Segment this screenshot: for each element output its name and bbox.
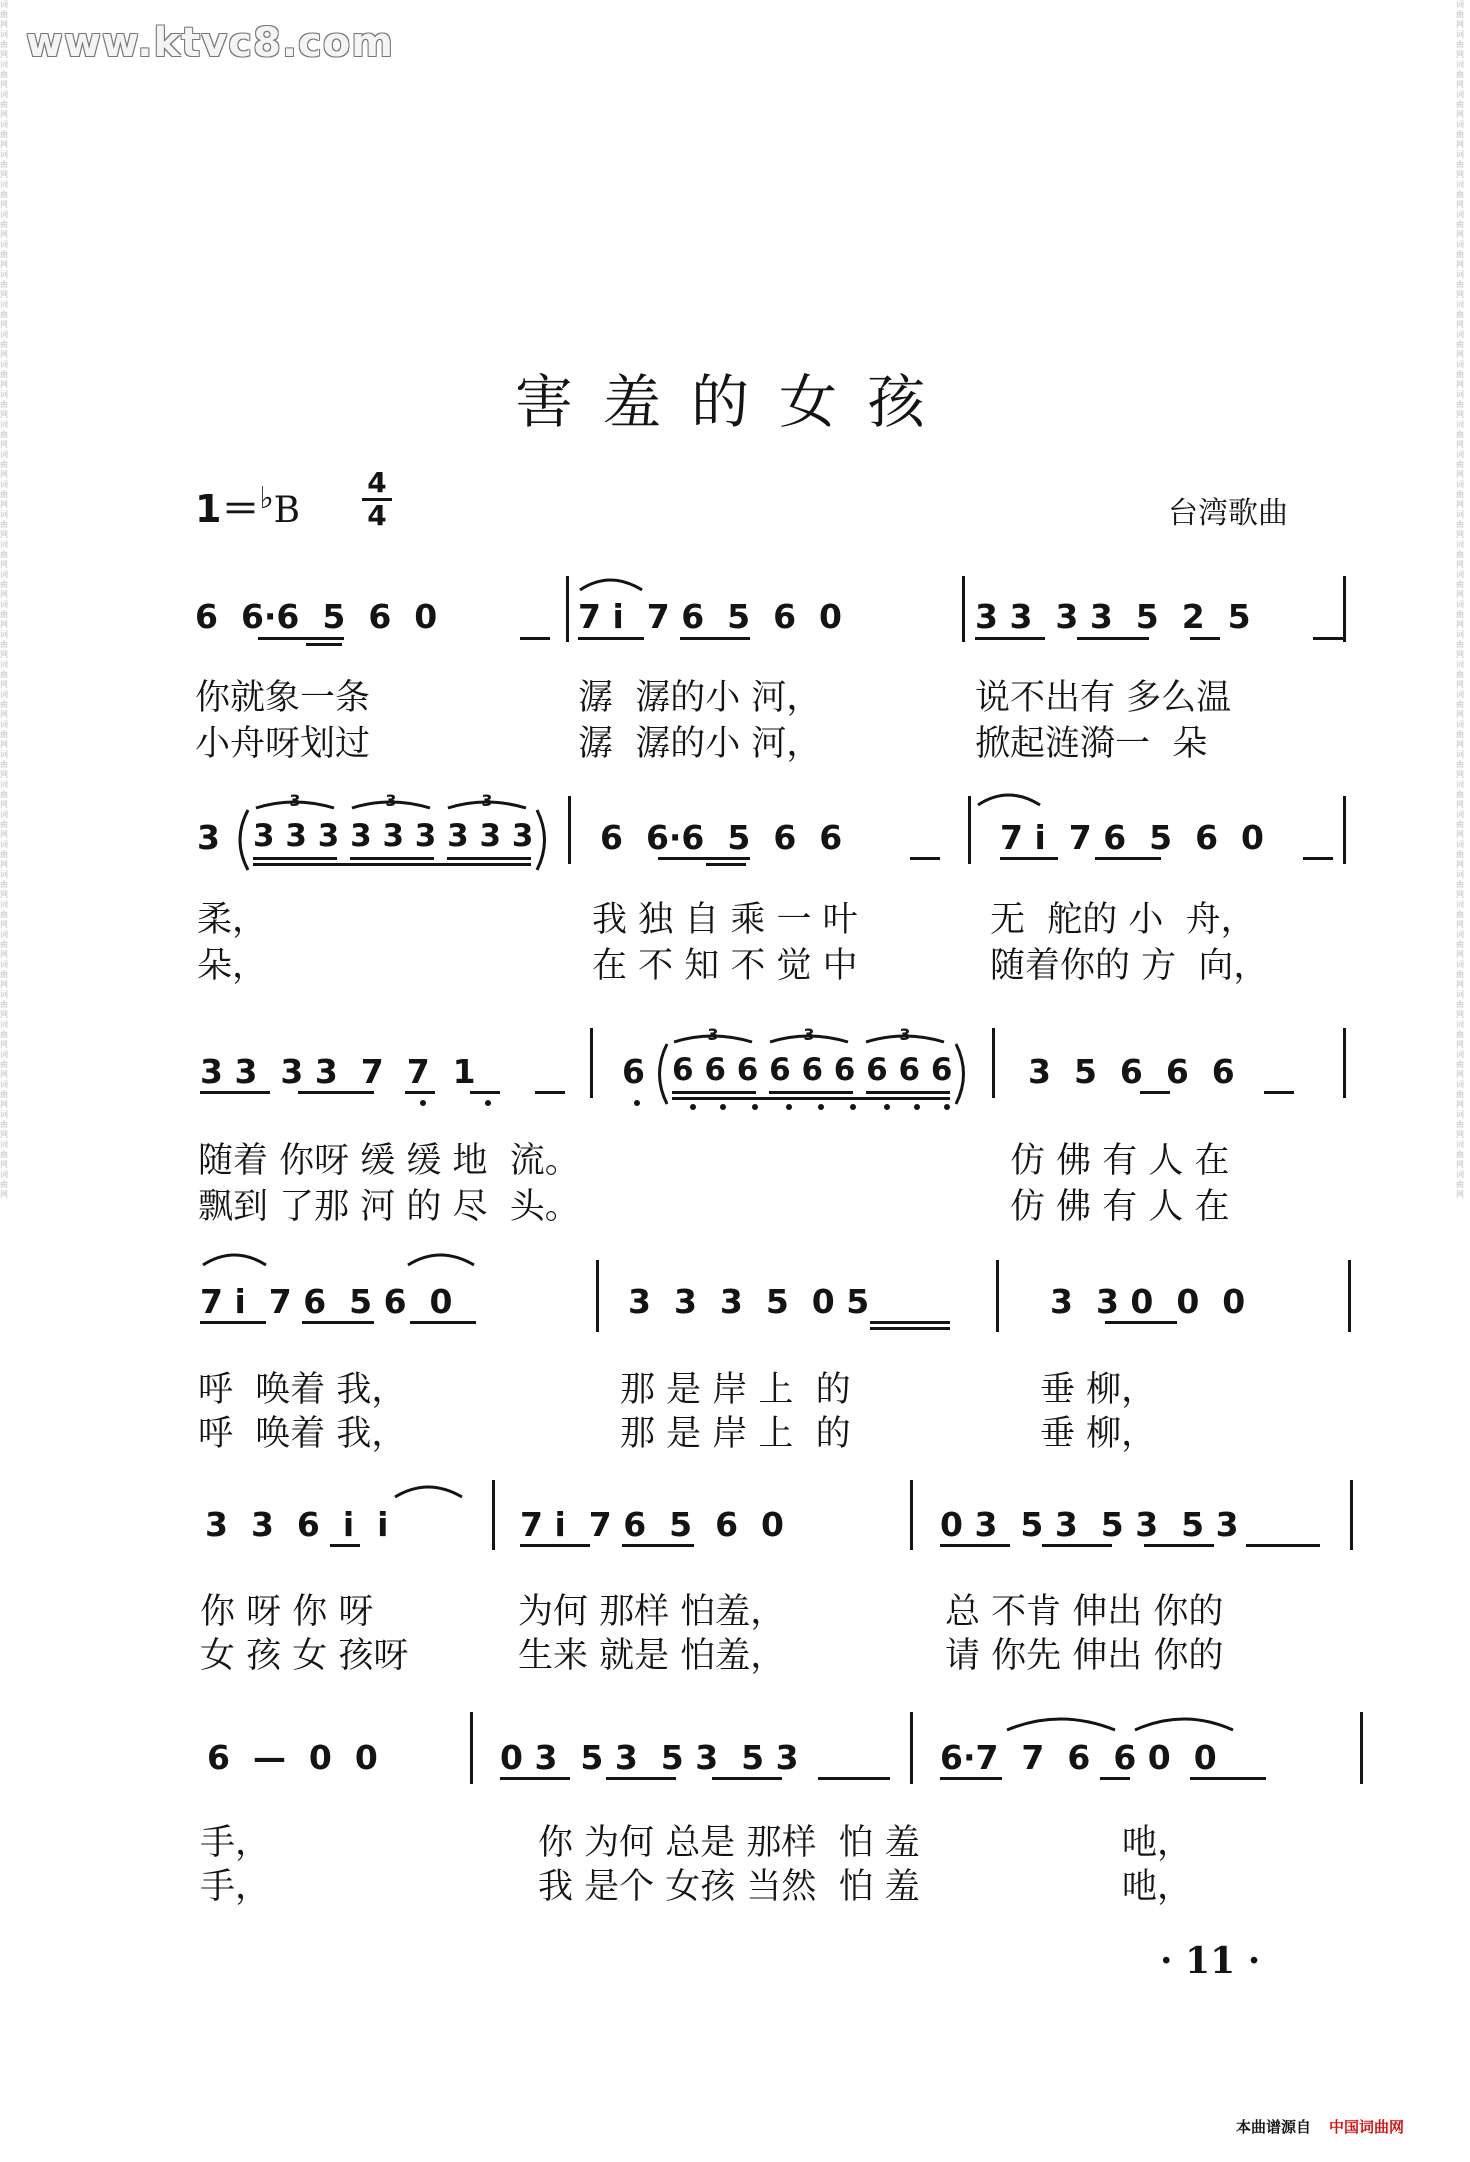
key-note: B: [273, 490, 301, 531]
svg-text:3: 3: [707, 1025, 719, 1044]
row1-measure1-notes: 6 6·6 5 6 0: [195, 597, 438, 636]
source-credit: [1236, 2116, 1404, 2137]
row6-measure1-notes: 6 — 0 0: [207, 1738, 378, 1777]
bracket-open: [660, 1044, 668, 1104]
row5-lyric1-b: 为何 那样 怕羞，: [518, 1592, 786, 1632]
slur: [978, 795, 1040, 805]
svg-text:3: 3: [289, 791, 301, 810]
row4-measure2-notes: 3 3 3 5 0 5: [628, 1282, 870, 1321]
row5-measure2-notes: 7 i 7 6 5 6 0: [520, 1505, 784, 1544]
source-site[interactable]: 中国词曲网: [1329, 2118, 1405, 2136]
row5-measure3-notes: 0 3 5 3 5 3 5 3: [940, 1505, 1239, 1544]
row6-lyric1-b: 你 为何 总是 那样 怕 羞: [538, 1823, 920, 1863]
row1-measure2-notes: 7 i 7 6 5 6 0: [578, 597, 842, 636]
row4-measure1-notes: 7 i 7 6 5 6 0: [200, 1282, 453, 1321]
row3-triplets: 6 6 6 6 6 6 6 6 6: [672, 1052, 953, 1088]
row2-lyric1-c: 无 舵的 小 舟，: [990, 900, 1256, 940]
row2-triplets: 3 3 3 3 3 3 3 3 3: [253, 818, 534, 854]
row1-lyric1-c: 说不出有 多么温: [975, 678, 1232, 718]
row1-lyric2-b: 潺 潺的小 河，: [578, 724, 822, 764]
row4-lyric2-c: 垂 柳，: [1040, 1414, 1157, 1454]
row2-note-3: 3: [197, 818, 220, 857]
row1-lyric1-a: 你就象一条: [195, 678, 371, 718]
row1-lyric2-a: 小舟呀划过: [195, 724, 371, 764]
meter-bottom: 4: [367, 499, 387, 532]
row3-lyric2-b: 仿 佛 有 人 在: [1010, 1187, 1230, 1227]
row4-measure3-notes: 3 3 0 0 0: [1050, 1282, 1246, 1321]
slur: [408, 1255, 474, 1265]
row3-lyric1-b: 仿 佛 有 人 在: [1010, 1141, 1230, 1181]
row2-lyric2-b: 在 不 知 不 觉 中: [592, 946, 858, 986]
svg-text:3: 3: [385, 791, 397, 810]
row5-lyric2-b: 生来 就是 怕羞，: [518, 1636, 786, 1676]
row6-lyric2-c: 吔，: [1122, 1867, 1193, 1907]
side-watermark-right: 词曲网词曲网词曲网词曲网词曲网词曲网词曲网词曲网词曲网词曲网词曲网词曲网词曲网词曲网词曲网词曲网词曲网词曲网词曲网词曲网词曲网词曲网词曲网词曲网词曲网词曲网词曲网词曲网词曲网词曲网词曲网词曲网词曲网词曲网词曲网词曲网词曲网词曲网词曲网词曲网: [1456, 0, 1464, 1199]
row2-measure3-notes: 7 i 7 6 5 6 0: [1000, 818, 1264, 857]
row2-lyric2-c: 随着你的 方 向，: [990, 946, 1269, 986]
source-label: 本曲谱源自: [1236, 2118, 1312, 2136]
row4-lyric1-c: 垂 柳，: [1040, 1370, 1157, 1410]
svg-text:3: 3: [803, 1025, 815, 1044]
row3-lyric1-a: 随着 你呀 缓 缓 地 流。: [198, 1141, 580, 1181]
song-title: 害羞的女孩: [514, 368, 955, 436]
watermark: www.ktvc8.com: [26, 20, 394, 66]
flat-sign: ♭: [259, 481, 274, 516]
row3-measure3-notes: 3 5 6 6 6: [1028, 1052, 1235, 1091]
row5-lyric1-c: 总 不肯 伸出 你的: [945, 1592, 1224, 1632]
row6-measure2-notes: 0 3 5 3 5 3 5 3: [500, 1738, 799, 1777]
meter-top: 4: [367, 466, 387, 499]
row5-lyric2-c: 请 你先 伸出 你的: [945, 1636, 1224, 1676]
slur: [203, 1255, 266, 1265]
row4-lyric1-b: 那 是 岸 上 的: [620, 1370, 851, 1410]
svg-text:3: 3: [899, 1025, 911, 1044]
bracket-open: [240, 810, 248, 870]
slur: [1007, 1719, 1115, 1730]
row4-lyric2-b: 那 是 岸 上 的: [620, 1414, 851, 1454]
row4-lyric2-a: 呼 唤着 我，: [198, 1414, 407, 1454]
row2-lyric1-b: 我 独 自 乘 一 叶: [592, 900, 858, 940]
row5-measure1-notes: 3 3 6 i i: [205, 1505, 389, 1544]
row3-note-6: 6: [622, 1052, 645, 1091]
row2-measure2-notes: 6 6·6 5 6 6: [600, 818, 843, 857]
row1-lyric2-c: 掀起涟漪一 朵: [975, 724, 1208, 764]
svg-text:3: 3: [481, 791, 493, 810]
row5-lyric1-a: 你 呀 你 呀: [200, 1592, 374, 1632]
page-number: · 11 ·: [1160, 1940, 1261, 1982]
row1-lyric1-b: 潺 潺的小 河，: [578, 678, 822, 718]
row4-lyric1-a: 呼 唤着 我，: [198, 1370, 407, 1410]
row6-lyric2-b: 我 是个 女孩 当然 怕 羞: [538, 1867, 920, 1907]
row2-lyric2-a: 朵，: [197, 946, 268, 986]
key-prefix: 1＝: [195, 487, 260, 531]
row2-lyric1-a: 柔，: [197, 900, 268, 940]
side-watermark-left: 词曲网词曲网词曲网词曲网词曲网词曲网词曲网词曲网词曲网词曲网词曲网词曲网词曲网词曲网词曲网词曲网词曲网词曲网词曲网词曲网词曲网词曲网词曲网词曲网词曲网词曲网词曲网词曲网词曲网词曲网词曲网词曲网词曲网词曲网词曲网词曲网词曲网词曲网词曲网词曲网: [0, 0, 8, 1199]
song-origin: 台湾歌曲: [1168, 496, 1288, 531]
row1-measure3-notes: 3 3 3 3 5 2 5: [975, 597, 1251, 636]
slur: [395, 1487, 462, 1497]
bracket-close: [537, 810, 545, 870]
bracket-close: [956, 1044, 964, 1104]
row6-lyric1-a: 手，: [200, 1823, 271, 1863]
row6-lyric2-a: 手，: [200, 1867, 271, 1907]
row5-lyric2-a: 女 孩 女 孩呀: [200, 1636, 409, 1676]
row3-lyric2-a: 飘到 了那 河 的 尽 头。: [198, 1187, 580, 1227]
row6-measure3-notes: 6·7 7 6 6 0 0: [940, 1738, 1217, 1777]
slur: [1135, 1719, 1233, 1730]
row6-lyric1-c: 吔，: [1122, 1823, 1193, 1863]
slur: [580, 580, 642, 590]
row3-measure1-notes: 3 3 3 3 7 7 1: [200, 1052, 476, 1091]
